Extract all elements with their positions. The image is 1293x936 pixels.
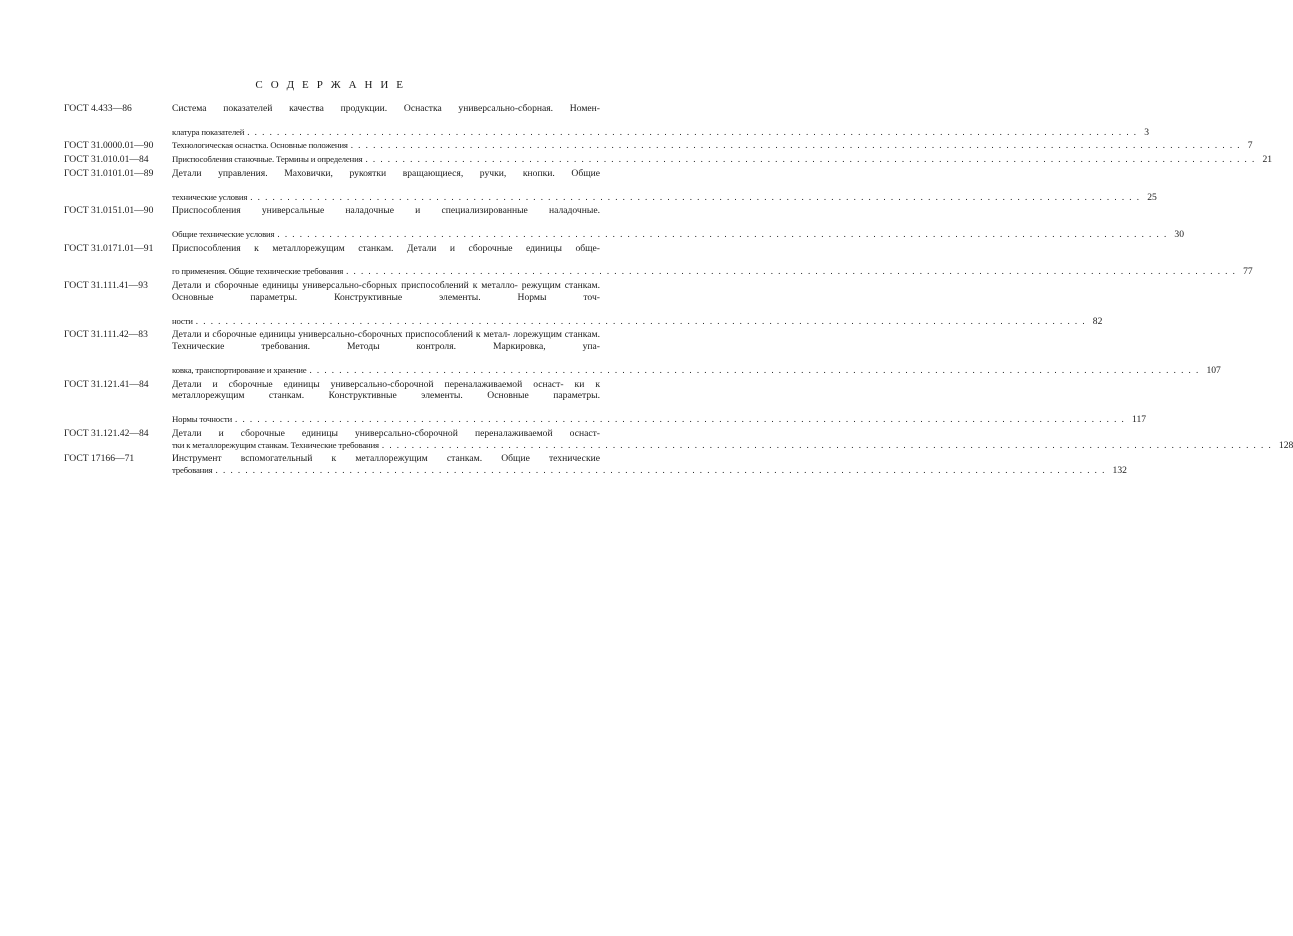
dot-leader: ........................................................................................................................ xyxy=(247,126,1142,137)
toc-entry-code: ГОСТ 31.010.01—84 xyxy=(64,154,149,166)
toc-entry-last-text: тки к металлорежущим станкам. Технические требования xyxy=(172,439,379,450)
toc-entry-page-number: 21 xyxy=(1262,154,1273,166)
toc-entry-page-number: 3 xyxy=(1144,126,1150,138)
toc-entry[interactable] xyxy=(64,453,1127,477)
toc-entry-description xyxy=(172,140,1253,152)
toc-entry-last-line xyxy=(172,439,1293,452)
toc-entry-last-line xyxy=(172,255,1253,279)
toc-entry-last-line xyxy=(172,465,1127,477)
toc-entry-text: Детали и сборочные единицы универсально-сборочной переналаживаемой оснаст- xyxy=(172,427,600,439)
toc-entry-code: ГОСТ 31.0000.01—90 xyxy=(64,140,154,152)
toc-entry-last-line xyxy=(172,402,1147,426)
dot-leader: ........................................................................................................................ xyxy=(381,439,1276,450)
toc-entry-text: Система показателей качества продукции. Оснастка универсально-сборная. Номен- xyxy=(172,103,600,114)
toc-entry-page-number: 77 xyxy=(1243,266,1253,278)
toc-entry-code: ГОСТ 17166—71 xyxy=(64,453,135,465)
toc-entry-page-number: 132 xyxy=(1112,465,1127,477)
toc-entry-description xyxy=(172,242,1253,278)
table-of-contents xyxy=(64,103,1293,479)
toc-entry-text: Детали управления. Маховички, рукоятки вращающиеся, ручки, кнопки. Общие xyxy=(172,167,600,179)
toc-entry-code: ГОСТ 31.111.41—93 xyxy=(64,280,148,292)
toc-entry-page-number: 25 xyxy=(1147,191,1157,203)
toc-entry-page-number: 82 xyxy=(1092,315,1103,327)
toc-entry[interactable] xyxy=(64,154,1273,166)
toc-entry-last-line xyxy=(172,115,1150,139)
toc-entry-description xyxy=(172,280,1103,327)
toc-entry-description xyxy=(172,103,1150,138)
toc-entry-last-line xyxy=(172,217,1184,241)
toc-entry-description xyxy=(172,378,1147,426)
toc-entry-description xyxy=(172,329,1221,376)
toc-entry-last-text: го применения. Общие технические требования xyxy=(172,266,344,277)
toc-entry[interactable] xyxy=(64,103,1150,138)
toc-entry-code: ГОСТ 31.0151.01—90 xyxy=(64,205,154,217)
dot-leader: ........................................................................................................................ xyxy=(365,154,1260,165)
toc-entry-page-number: 107 xyxy=(1206,364,1221,376)
toc-entry[interactable] xyxy=(64,280,1103,327)
dot-leader: ........................................................................................................................ xyxy=(250,191,1145,202)
toc-entry-page-number: 7 xyxy=(1247,140,1253,152)
toc-entry-description xyxy=(172,167,1157,203)
toc-entry-last-text: Приспособления станочные. Термины и определения xyxy=(172,154,363,165)
toc-entry-description xyxy=(172,427,1293,452)
toc-entry-last-text: клатура показателей xyxy=(172,126,245,137)
dot-leader: ........................................................................................................................ xyxy=(346,266,1241,277)
toc-entry-last-text: Общие технические условия xyxy=(172,228,275,239)
toc-entry-last-text: ности xyxy=(172,315,193,326)
toc-entry-code: ГОСТ 31.121.41—84 xyxy=(64,378,149,390)
toc-entry-text: Детали и сборочные единицы универсально-сборочных приспособлений к метал- лорежущим станкам. Технические требования. Методы контроля. Маркировка, упа- xyxy=(172,329,600,353)
dot-leader: ........................................................................................................................ xyxy=(277,228,1172,239)
toc-entry-last-text: требования xyxy=(172,465,213,476)
toc-title: С О Д Е Р Ж А Н И Е xyxy=(255,79,406,91)
toc-entry-page-number: 128 xyxy=(1278,439,1293,451)
toc-entry-last-line xyxy=(172,180,1157,204)
toc-entry-text: Детали и сборочные единицы универсально-сборочной переналаживаемой оснаст- ки к металлорежущим станкам. Конструктивные элементы. Основные параметры. xyxy=(172,378,600,402)
toc-entry-page-number: 30 xyxy=(1174,228,1184,240)
toc-entry-last-line xyxy=(172,353,1221,377)
dot-leader: ........................................................................................................................ xyxy=(350,140,1245,151)
toc-entry-code: ГОСТ 31.0171.01—91 xyxy=(64,242,154,254)
toc-entry-code: ГОСТ 31.111.42—83 xyxy=(64,329,148,341)
toc-entry-last-line xyxy=(172,154,1273,166)
toc-entry[interactable] xyxy=(64,427,1293,452)
toc-entry-text: Приспособления к металлорежущим станкам. Детали и сборочные единицы обще- xyxy=(172,242,600,254)
toc-entry-text: Приспособления универсальные наладочные и специализированные наладочные. xyxy=(172,205,600,217)
toc-entry-description xyxy=(172,154,1273,166)
toc-entry[interactable] xyxy=(64,205,1184,240)
toc-entry[interactable] xyxy=(64,167,1157,203)
toc-entry-last-text: Нормы точности xyxy=(172,413,232,424)
toc-entry-last-line xyxy=(172,304,1103,328)
toc-entry-page-number: 117 xyxy=(1132,413,1147,425)
dot-leader: ........................................................................................................................ xyxy=(195,315,1090,326)
toc-entry-last-text: ковка, транспортирование и хранение xyxy=(172,364,307,375)
toc-entry[interactable] xyxy=(64,329,1221,376)
dot-leader: ........................................................................................................................ xyxy=(235,413,1129,424)
toc-entry[interactable] xyxy=(64,242,1253,278)
dot-leader: ........................................................................................................................ xyxy=(309,364,1204,375)
toc-entry-last-line xyxy=(172,140,1253,152)
toc-entry-last-text: Технологическая оснастка. Основные положения xyxy=(172,140,348,151)
toc-entry-description xyxy=(172,453,1127,477)
toc-entry-text: Инструмент вспомогательный к металлорежущим станкам. Общие технические xyxy=(172,453,600,465)
toc-entry-code: ГОСТ 31.121.42—84 xyxy=(64,427,149,439)
toc-entry-last-text: технические условия xyxy=(172,191,248,202)
toc-entry[interactable] xyxy=(64,140,1253,152)
dot-leader: ........................................................................................................................ xyxy=(215,465,1110,476)
toc-entry[interactable] xyxy=(64,378,1147,426)
toc-entry-description xyxy=(172,205,1184,240)
toc-entry-code: ГОСТ 4.433—86 xyxy=(64,103,132,114)
toc-entry-code: ГОСТ 31.0101.01—89 xyxy=(64,167,154,179)
toc-entry-text: Детали и сборочные единицы универсально-сборных приспособлений к металло- режущим станкам. Основные параметры. Конструктивные элементы. Нормы точ- xyxy=(172,280,600,303)
